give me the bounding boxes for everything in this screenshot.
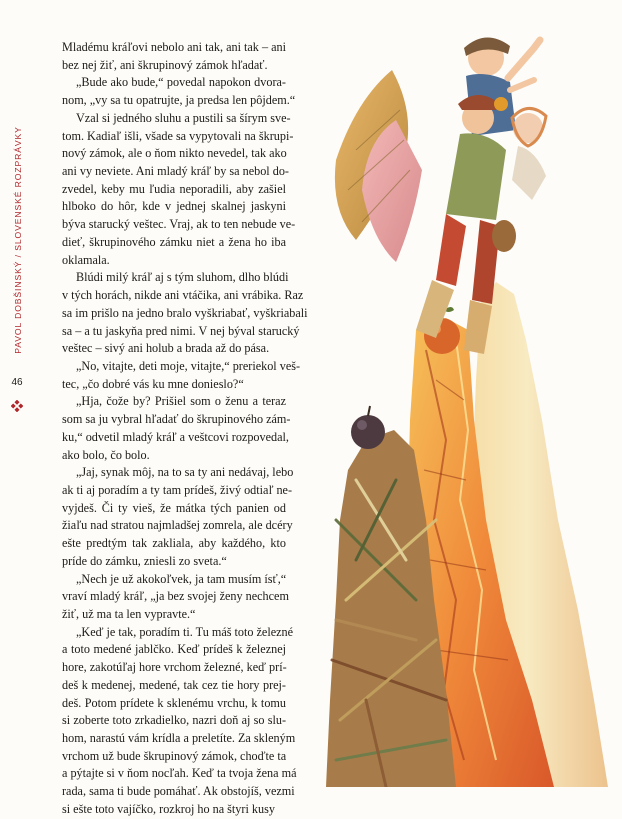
text-line: hlboko do hôr, kde v jednej skalnej jaskyni [62, 199, 286, 214]
text-line: býva starucký veštec. Vraj, ak to ten nebude ve- [62, 217, 296, 232]
text-line: si zoberte toto zrkadielko, nazri doň aj so slu- [62, 713, 286, 728]
text-line: veštec – sivý ani holub a brada až do pása. [62, 341, 270, 356]
text-line: ku,“ odvetil mladý kráľ a veštcovi rozpovedal, [62, 429, 289, 444]
paragraph [62, 39, 286, 74]
paragraph [62, 571, 289, 624]
running-head-text: PAVOL DOBŠINSKÝ / SLOVENSKÉ ROZPRÁVKY [13, 126, 23, 354]
text-line: ani vy neviete. Ani mladý kráľ by sa nebol do- [62, 164, 289, 179]
text-line: sa im prišlo na jedno bralo vyškriabať, vyškriabali [62, 305, 308, 320]
paragraph [62, 393, 291, 464]
paragraph [62, 624, 297, 819]
text-line: „Jaj, synak môj, na to sa ty ani nedávaj, lebo [76, 465, 294, 480]
text-line: ako bolo, čo bolo. [62, 447, 150, 462]
text-line: „No, vitajte, deti moje, vitajte,“ preriekol veš- [76, 358, 301, 373]
text-line: „Bude ako bude,“ povedal napokon dvora- [76, 75, 286, 90]
diamond-ornament-icon [11, 400, 23, 412]
text-line: deš k medenej, medené, tak cez tie hory prej- [62, 677, 286, 692]
text-line: „Hja, čože by? Prišiel som o ženu a teraz [76, 394, 286, 409]
paragraph [62, 464, 294, 570]
text-line: dieť, škrupinového zámku niet a žena ho iba [62, 234, 286, 249]
text-line: nom, „vy sa tu opatrujte, ja predsa len pôjdem.“ [62, 93, 296, 108]
text-line: „Nech je už akokoľvek, ja tam musím ísť,“ [76, 571, 287, 586]
text-line: hom, narastú vám krídla a preletíte. Za skleným [62, 731, 296, 746]
text-line: ak ti aj poradím a ty tam prídeš, živý odtiaľ ne- [62, 482, 293, 497]
text-line: žiaľu nad stratou najmladšej zomrela, ale dcéry [62, 518, 293, 533]
text-line: nový zámok, ale o ňom nikto nevedel, tak ako [62, 146, 287, 161]
paragraph [62, 269, 308, 358]
text-line: tom. Kadiaľ išli, všade sa vypytovali na škrupi- [62, 128, 294, 143]
text-line: sa – a tu jaskyňa pred nimi. V nej býval starucký [62, 323, 300, 338]
text-line: deš. Potom prídete k sklenému vrchu, k tomu [62, 695, 286, 710]
text-line: oklamala. [62, 252, 110, 267]
text-line: vrchom už bude škrupinový zámok, choďte ta [62, 748, 287, 763]
text-line: Vzal si jedného sluhu a pustili sa šírym sve- [76, 110, 291, 125]
text-line: tec, „čo dobré vás ku mne donieslo?“ [62, 376, 244, 391]
text-line: v tých horách, nikde ani vtáčika, ani vrábika. Raz [62, 288, 304, 303]
text-line: vraví mladý kráľ, „ja bez svojej ženy nechcem [62, 589, 289, 604]
text-line: rada, sama ti bude pomáhať. Ak obstojíš, vezmi [62, 784, 295, 799]
text-line: príde do zámku, zniesli zo sveta.“ [62, 553, 227, 568]
text-line: Mladému kráľovi nebolo ani tak, ani tak – ani [62, 40, 286, 54]
text-line: zvedel, keby mu ľudia neporadili, aby zašiel [62, 181, 286, 196]
paragraph [62, 110, 296, 269]
body-text [62, 39, 308, 819]
text-line: hore, zakotúľaj hore vrchom železné, keď prí- [62, 660, 287, 675]
text-line: Blúdi milý kráľ aj s tým sluhom, dlho blúdi [76, 270, 289, 285]
fairy-tale-illustration [296, 0, 622, 787]
paragraph [62, 358, 301, 393]
text-line: a toto medené jablčko. Keď prídeš k železnej [62, 642, 286, 657]
text-line: som sa ju vybral hľadať do škrupinového zám- [62, 412, 291, 427]
page-number: 46 [11, 377, 23, 388]
text-line: ešte predtým tak zakliala, aby každého, kto [62, 536, 286, 551]
text-line: vyjdeš. Či ty vieš, že mátka tých panien od [62, 500, 286, 515]
text-line: bez nej žiť, ani škrupinový zámok hľadať. [62, 57, 268, 72]
text-line: žiť, už ma ta len vypravte.“ [62, 607, 196, 621]
running-head [10, 126, 26, 354]
text-line: si ešte toto vajíčko, rozkroj ho na štyri kusy [62, 801, 275, 816]
text-line: „Keď je tak, poradím ti. Tu máš toto železné [76, 624, 294, 639]
text-line: a pýtajte si v ňom nocľah. Keď ta tvoja žena má [62, 766, 297, 781]
paragraph [62, 74, 296, 109]
